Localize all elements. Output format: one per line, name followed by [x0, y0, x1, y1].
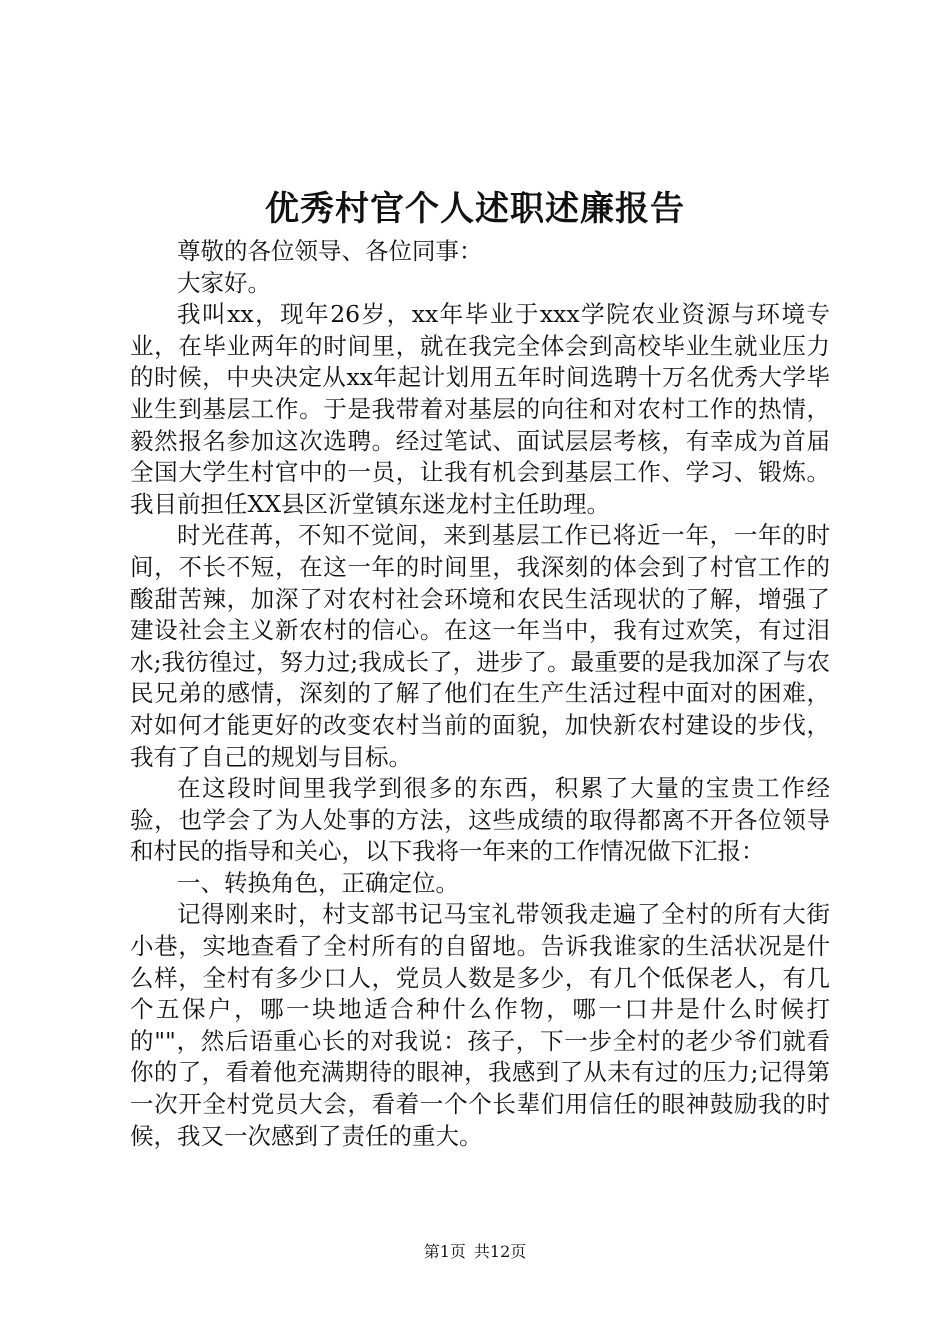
- paragraph-arrival: 记得刚来时，村支部书记马宝礼带领我走遍了全村的所有大街小巷，实地查看了全村所有的自留地。告诉我谁家的生活状况是什么样，全村有多少口人，党员人数是多少，有几个低保老人，有几个五保户，哪一块地适合种什么作物，哪一口井是什么时候打的""，然后语重心长的对我说：孩子，下一步全村的老少爷们就看你的了，看着他充满期待的眼神，我感到了从未有过的压力;记得第一次开全村党员大会，看着一个个长辈们用信任的眼神鼓励我的时候，我又一次感到了责任的重大。: [130, 900, 830, 1150]
- document-body: [130, 236, 830, 1152]
- paragraph-salutation: 尊敬的各位领导、各位同事：: [177, 237, 483, 265]
- paragraph-introduction: 我叫xx，现年26岁，xx年毕业于xxx学院农业资源与环境专业，在毕业两年的时间里，就在我完全体会到高校毕业生就业压力的时候，中央决定从xx年起计划用五年时间选聘十万名优秀大学毕业生到基层工作。于是我带着对基层的向往和对农村工作的热情，毅然报名参加这次选聘。经过笔试、面试层层考核，有幸成为首届全国大学生村官中的一员，让我有机会到基层工作、学习、锻炼。我目前担任XX县区沂堂镇东迷龙村主任助理。: [130, 300, 830, 518]
- page-total: 共12页: [473, 1242, 527, 1261]
- paragraph-reflection: 时光荏苒，不知不觉间，来到基层工作已将近一年，一年的时间，不长不短，在这一年的时间里，我深刻的体会到了村官工作的酸甜苦辣，加深了对农村社会环境和农民生活现状的了解，增强了建设社会主义新农村的信心。在这一年当中，我有过欢笑，有过泪水;我彷徨过，努力过;我成长了，进步了。最重要的是我加深了与农民兄弟的感情，深刻的了解了他们在生产生活过程中面对的困难，对如何才能更好的改变农村当前的面貌，加快新农村建设的步伐，我有了自己的规划与目标。: [130, 521, 830, 771]
- section-heading-1: 一、转换角色，正确定位。: [177, 868, 459, 897]
- document-title: 优秀村官个人述职述廉报告: [265, 189, 685, 229]
- paragraph-greeting: 大家好。: [177, 268, 271, 297]
- page-number: 第1页: [423, 1242, 466, 1261]
- page-footer: [0, 1240, 950, 1264]
- paragraph-gratitude: 在这段时间里我学到很多的东西，积累了大量的宝贵工作经验，也学会了为人处事的方法，这些成绩的取得都离不开各位领导和村民的指导和关心，以下我将一年来的工作情况做下汇报：: [130, 774, 830, 866]
